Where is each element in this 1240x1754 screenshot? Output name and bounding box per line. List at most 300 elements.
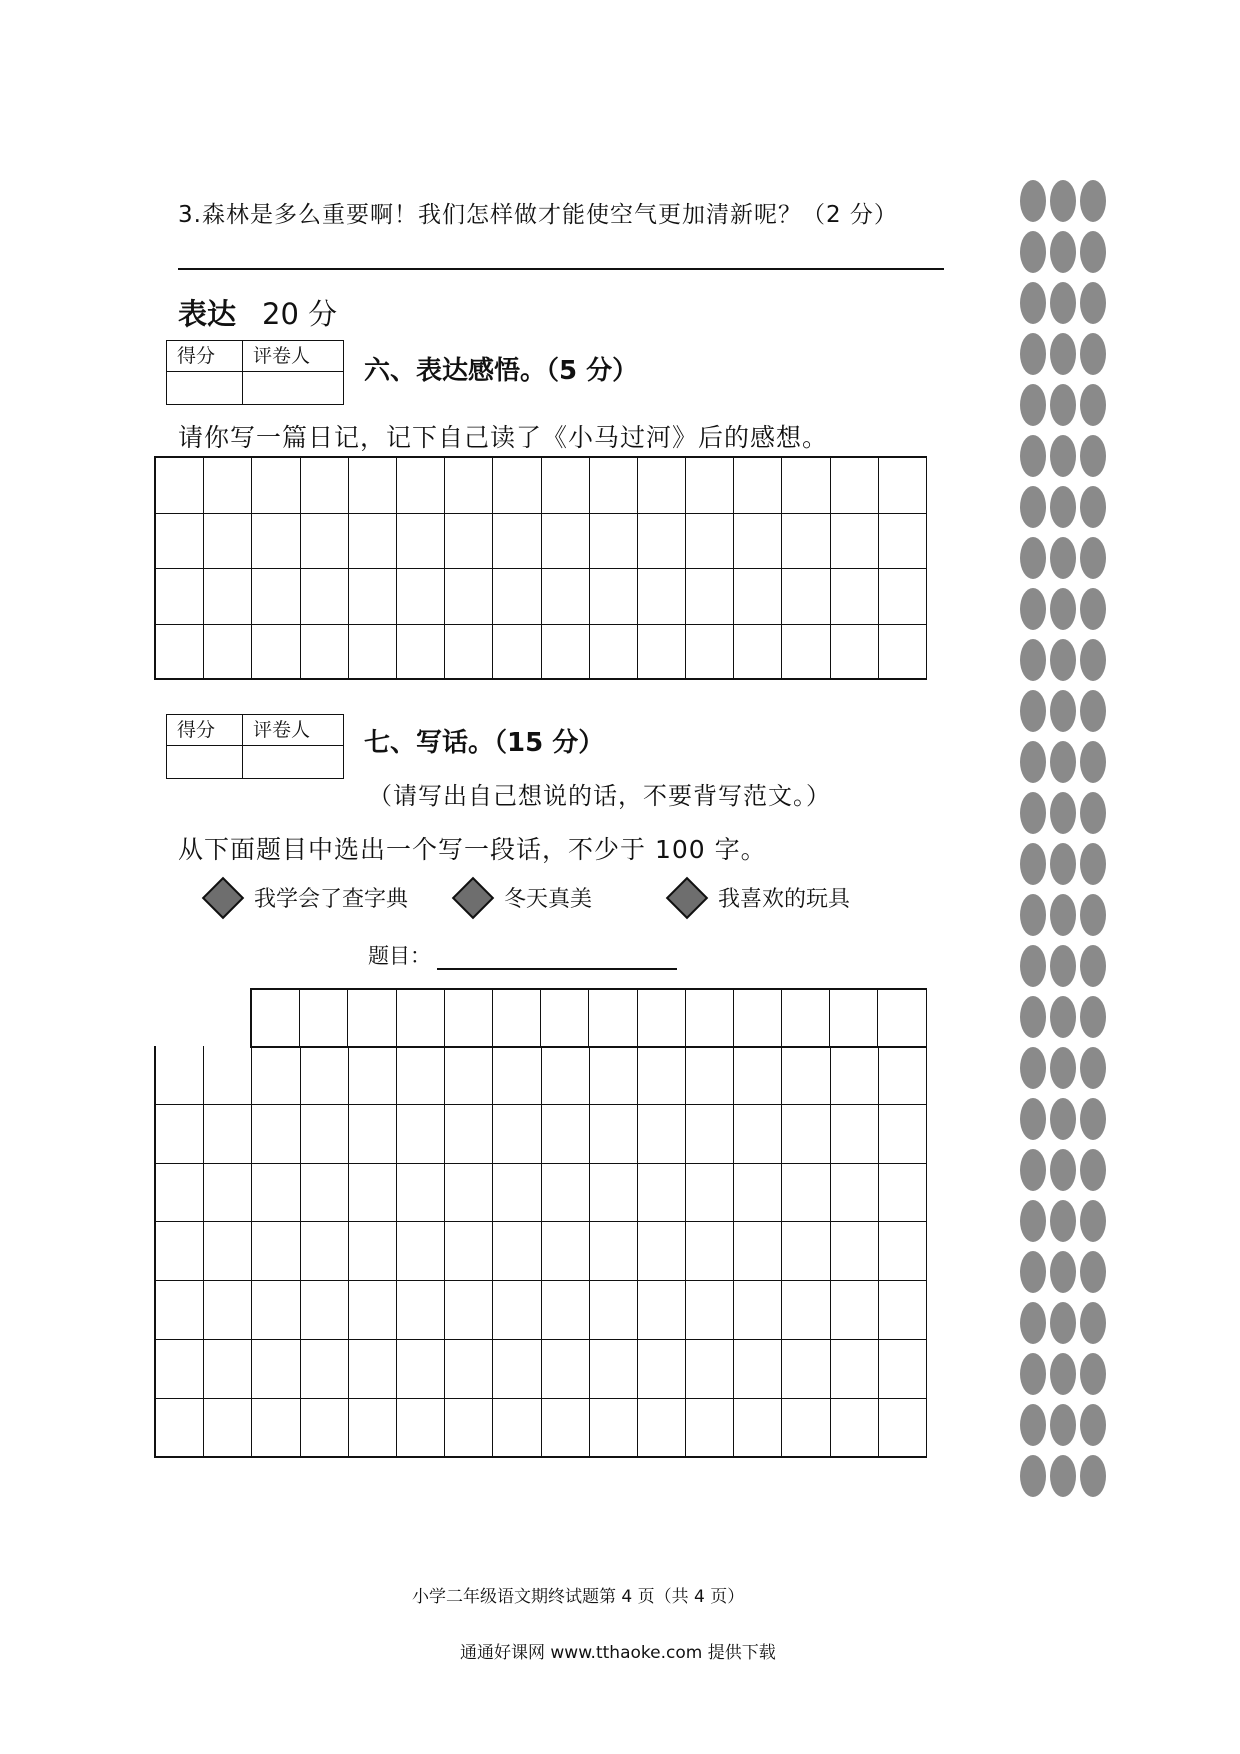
grid-cell[interactable] bbox=[638, 1105, 686, 1164]
question-7-prompt: 从下面题目中选出一个写一段话，不少于 100 字。 bbox=[178, 835, 767, 864]
grid-cell[interactable] bbox=[349, 569, 397, 625]
grid-cell[interactable] bbox=[734, 458, 782, 514]
grid-cell[interactable] bbox=[542, 514, 590, 570]
grid-cell[interactable] bbox=[590, 1399, 638, 1458]
grid-cell[interactable] bbox=[831, 1281, 879, 1340]
binding-dot bbox=[1020, 1455, 1046, 1497]
grid-cell[interactable] bbox=[397, 1222, 445, 1281]
grid-cell[interactable] bbox=[782, 1340, 830, 1399]
grid-cell[interactable] bbox=[397, 1105, 445, 1164]
writing-grid-q6[interactable] bbox=[154, 456, 927, 680]
grid-cell[interactable] bbox=[301, 458, 349, 514]
grid-cell[interactable] bbox=[349, 1281, 397, 1340]
grid-cell[interactable] bbox=[349, 1222, 397, 1281]
grid-cell[interactable] bbox=[782, 990, 830, 1048]
binding-dot bbox=[1080, 741, 1106, 783]
binding-dot bbox=[1080, 1047, 1106, 1089]
binding-dot bbox=[1080, 1455, 1106, 1497]
grid-cell[interactable] bbox=[831, 1399, 879, 1458]
binding-dot bbox=[1020, 843, 1046, 885]
grid-cell[interactable] bbox=[542, 1222, 590, 1281]
topic-option-1[interactable] bbox=[208, 882, 408, 913]
binding-dot bbox=[1050, 1098, 1076, 1140]
grid-cell[interactable] bbox=[590, 625, 638, 681]
essay-title-field[interactable] bbox=[368, 940, 677, 970]
grid-cell[interactable] bbox=[445, 1340, 493, 1399]
grid-cell[interactable] bbox=[252, 1340, 300, 1399]
binding-dot bbox=[1080, 639, 1106, 681]
grid-cell[interactable] bbox=[156, 514, 204, 570]
grid-cell[interactable] bbox=[301, 569, 349, 625]
binding-dot-row bbox=[1020, 741, 1110, 785]
grid-cell[interactable] bbox=[831, 1105, 879, 1164]
binding-dot bbox=[1080, 792, 1106, 834]
grid-cell[interactable] bbox=[782, 1164, 830, 1223]
grid-cell[interactable] bbox=[349, 1340, 397, 1399]
question-3-text: 3.森林是多么重要啊！我们怎样做才能使空气更加清新呢？（2 分） bbox=[178, 202, 898, 228]
grid-cell[interactable] bbox=[204, 625, 252, 681]
grid-cell[interactable] bbox=[397, 1164, 445, 1223]
grader-cell[interactable] bbox=[243, 746, 344, 779]
binding-dot bbox=[1020, 1251, 1046, 1293]
grid-cell[interactable] bbox=[686, 1046, 734, 1105]
binding-dot-row bbox=[1020, 1251, 1110, 1295]
grid-cell[interactable] bbox=[734, 1399, 782, 1458]
grid-cell[interactable] bbox=[252, 458, 300, 514]
topic-option-2[interactable] bbox=[458, 882, 592, 913]
writing-grid-q7-first-row[interactable] bbox=[250, 988, 927, 1048]
binding-dot bbox=[1080, 996, 1106, 1038]
grid-cell[interactable] bbox=[879, 1105, 927, 1164]
binding-dot-row bbox=[1020, 1404, 1110, 1448]
grid-cell[interactable] bbox=[638, 625, 686, 681]
grid-cell[interactable] bbox=[782, 1222, 830, 1281]
grid-cell[interactable] bbox=[493, 990, 541, 1048]
grid-cell[interactable] bbox=[831, 1046, 879, 1105]
grid-cell[interactable] bbox=[493, 1046, 541, 1105]
binding-dot bbox=[1050, 384, 1076, 426]
grid-cell[interactable] bbox=[734, 1105, 782, 1164]
grid-cell[interactable] bbox=[734, 569, 782, 625]
grader-cell[interactable] bbox=[243, 372, 344, 405]
grid-cell[interactable] bbox=[686, 1340, 734, 1399]
diamond-bullet-icon bbox=[202, 876, 244, 918]
grid-cell[interactable] bbox=[542, 1340, 590, 1399]
grid-cell[interactable] bbox=[445, 625, 493, 681]
grid-cell[interactable] bbox=[831, 458, 879, 514]
binding-dot bbox=[1080, 894, 1106, 936]
binding-dot-row bbox=[1020, 231, 1110, 275]
grid-cell[interactable] bbox=[541, 990, 589, 1048]
grid-cell[interactable] bbox=[493, 1164, 541, 1223]
binding-dot-row bbox=[1020, 639, 1110, 683]
grid-cell[interactable] bbox=[445, 990, 493, 1048]
score-cell[interactable] bbox=[167, 746, 243, 779]
score-box-q6 bbox=[166, 340, 344, 405]
grid-cell[interactable] bbox=[349, 1105, 397, 1164]
grid-cell[interactable] bbox=[156, 1281, 204, 1340]
grid-cell[interactable] bbox=[542, 1399, 590, 1458]
question-7-heading: 七、写话。（15 分） bbox=[364, 728, 605, 758]
grid-cell[interactable] bbox=[349, 514, 397, 570]
grid-cell[interactable] bbox=[301, 1046, 349, 1105]
grid-cell[interactable] bbox=[493, 625, 541, 681]
grid-cell[interactable] bbox=[349, 625, 397, 681]
grid-cell[interactable] bbox=[782, 1105, 830, 1164]
binding-dot-row bbox=[1020, 1200, 1110, 1244]
grid-cell[interactable] bbox=[686, 1399, 734, 1458]
grid-cell[interactable] bbox=[686, 1164, 734, 1223]
grid-cell[interactable] bbox=[252, 1046, 300, 1105]
grid-cell[interactable] bbox=[686, 625, 734, 681]
question-6-heading: 六、表达感悟。（5 分） bbox=[364, 356, 639, 386]
binding-dot bbox=[1020, 435, 1046, 477]
grid-cell[interactable] bbox=[493, 1340, 541, 1399]
grid-cell[interactable] bbox=[542, 1164, 590, 1223]
grid-cell[interactable] bbox=[349, 1046, 397, 1105]
grid-cell[interactable] bbox=[156, 1046, 204, 1105]
binding-dot bbox=[1050, 1302, 1076, 1344]
binding-dot bbox=[1050, 843, 1076, 885]
binding-dot bbox=[1080, 486, 1106, 528]
binding-dot bbox=[1080, 1098, 1106, 1140]
grid-cell[interactable] bbox=[686, 458, 734, 514]
grid-cell[interactable] bbox=[879, 1281, 927, 1340]
grid-cell[interactable] bbox=[493, 1281, 541, 1340]
binding-dot bbox=[1020, 231, 1046, 273]
grid-cell[interactable] bbox=[830, 990, 878, 1048]
grid-cell[interactable] bbox=[782, 1399, 830, 1458]
grid-cell[interactable] bbox=[686, 514, 734, 570]
grid-cell[interactable] bbox=[445, 1281, 493, 1340]
grid-cell[interactable] bbox=[156, 1105, 204, 1164]
grid-cell[interactable] bbox=[156, 1164, 204, 1223]
grid-cell[interactable] bbox=[493, 569, 541, 625]
binding-dot bbox=[1050, 792, 1076, 834]
grid-cell[interactable] bbox=[879, 1340, 927, 1399]
grid-cell[interactable] bbox=[831, 569, 879, 625]
grid-cell[interactable] bbox=[156, 1222, 204, 1281]
grid-cell[interactable] bbox=[301, 1340, 349, 1399]
question-6-prompt: 请你写一篇日记，记下自己读了《小马过河》后的感想。 bbox=[178, 423, 829, 452]
grid-cell[interactable] bbox=[542, 458, 590, 514]
grid-cell[interactable] bbox=[542, 569, 590, 625]
binding-dot bbox=[1020, 690, 1046, 732]
grid-cell[interactable] bbox=[301, 625, 349, 681]
binding-dot bbox=[1020, 1353, 1046, 1395]
grid-cell[interactable] bbox=[156, 569, 204, 625]
writing-grid-q7[interactable] bbox=[154, 1046, 927, 1458]
grid-cell[interactable] bbox=[734, 1222, 782, 1281]
grid-cell[interactable] bbox=[734, 1281, 782, 1340]
binding-margin bbox=[1020, 180, 1110, 1506]
grid-cell[interactable] bbox=[204, 1164, 252, 1223]
binding-dot-row bbox=[1020, 588, 1110, 632]
grid-cell[interactable] bbox=[252, 625, 300, 681]
grid-cell[interactable] bbox=[301, 1164, 349, 1223]
binding-dot bbox=[1020, 588, 1046, 630]
score-cell[interactable] bbox=[167, 372, 243, 405]
binding-dot bbox=[1080, 1302, 1106, 1344]
grid-cell[interactable] bbox=[686, 1105, 734, 1164]
binding-dot-row bbox=[1020, 384, 1110, 428]
binding-dot bbox=[1020, 792, 1046, 834]
binding-dot bbox=[1020, 1302, 1046, 1344]
essay-title-label: 题目： bbox=[368, 944, 431, 968]
binding-dot bbox=[1020, 333, 1046, 375]
grid-cell[interactable] bbox=[397, 1281, 445, 1340]
binding-dot-row bbox=[1020, 843, 1110, 887]
binding-dot bbox=[1050, 435, 1076, 477]
answer-line[interactable] bbox=[178, 268, 944, 270]
binding-dot bbox=[1020, 945, 1046, 987]
grid-cell[interactable] bbox=[686, 1222, 734, 1281]
grid-cell[interactable] bbox=[831, 625, 879, 681]
grid-cell[interactable] bbox=[156, 1340, 204, 1399]
grid-cell[interactable] bbox=[878, 990, 926, 1048]
grid-cell[interactable] bbox=[782, 625, 830, 681]
topic-option-label: 我喜欢的玩具 bbox=[718, 887, 851, 912]
grid-cell[interactable] bbox=[348, 990, 396, 1048]
binding-dot bbox=[1080, 282, 1106, 324]
binding-dot bbox=[1050, 180, 1076, 222]
source-credit: 通通好课网 www.tthaoke.com 提供下载 bbox=[460, 1643, 776, 1663]
grid-cell[interactable] bbox=[734, 514, 782, 570]
grid-cell[interactable] bbox=[156, 1399, 204, 1458]
section-title-label: 表达 bbox=[178, 297, 237, 331]
grid-cell[interactable] bbox=[638, 458, 686, 514]
grid-cell[interactable] bbox=[831, 514, 879, 570]
grid-cell[interactable] bbox=[156, 625, 204, 681]
grid-cell[interactable] bbox=[590, 1222, 638, 1281]
grid-cell[interactable] bbox=[782, 458, 830, 514]
grid-cell[interactable] bbox=[542, 1046, 590, 1105]
grid-cell[interactable] bbox=[879, 569, 927, 625]
grid-cell[interactable] bbox=[879, 458, 927, 514]
binding-dot bbox=[1080, 180, 1106, 222]
binding-dot bbox=[1020, 1047, 1046, 1089]
grid-cell[interactable] bbox=[638, 1399, 686, 1458]
binding-dot bbox=[1020, 537, 1046, 579]
binding-dot bbox=[1080, 843, 1106, 885]
grid-cell[interactable] bbox=[397, 569, 445, 625]
grid-cell[interactable] bbox=[445, 458, 493, 514]
binding-dot bbox=[1050, 639, 1076, 681]
binding-dot bbox=[1020, 1149, 1046, 1191]
binding-dot bbox=[1080, 1353, 1106, 1395]
binding-dot-row bbox=[1020, 180, 1110, 224]
binding-dot bbox=[1050, 1353, 1076, 1395]
grid-cell[interactable] bbox=[252, 514, 300, 570]
binding-dot bbox=[1080, 1149, 1106, 1191]
binding-dot bbox=[1020, 384, 1046, 426]
grid-cell[interactable] bbox=[638, 1281, 686, 1340]
grid-cell[interactable] bbox=[542, 1281, 590, 1340]
grid-cell[interactable] bbox=[252, 1222, 300, 1281]
grid-cell[interactable] bbox=[638, 569, 686, 625]
grid-cell[interactable] bbox=[542, 625, 590, 681]
grid-cell[interactable] bbox=[445, 1046, 493, 1105]
grid-cell[interactable] bbox=[397, 458, 445, 514]
question-7-note: （请写出自己想说的话，不要背写范文。） bbox=[368, 782, 831, 810]
grid-cell[interactable] bbox=[542, 1105, 590, 1164]
grid-cell[interactable] bbox=[301, 514, 349, 570]
grid-cell[interactable] bbox=[782, 569, 830, 625]
binding-dot-row bbox=[1020, 537, 1110, 581]
grid-cell[interactable] bbox=[204, 1281, 252, 1340]
grid-cell[interactable] bbox=[204, 1222, 252, 1281]
binding-dot bbox=[1020, 180, 1046, 222]
grid-cell[interactable] bbox=[493, 514, 541, 570]
grid-cell[interactable] bbox=[204, 1046, 252, 1105]
grid-cell[interactable] bbox=[493, 458, 541, 514]
binding-dot-row bbox=[1020, 1455, 1110, 1499]
grid-cell[interactable] bbox=[301, 1105, 349, 1164]
grid-cell[interactable] bbox=[445, 514, 493, 570]
grid-cell[interactable] bbox=[397, 1046, 445, 1105]
binding-dot bbox=[1050, 486, 1076, 528]
binding-dot-row bbox=[1020, 486, 1110, 530]
grid-cell[interactable] bbox=[879, 514, 927, 570]
grid-cell[interactable] bbox=[445, 1222, 493, 1281]
grid-cell[interactable] bbox=[252, 1281, 300, 1340]
grid-cell[interactable] bbox=[686, 990, 734, 1048]
grid-cell[interactable] bbox=[734, 1340, 782, 1399]
binding-dot bbox=[1080, 435, 1106, 477]
grid-cell[interactable] bbox=[349, 458, 397, 514]
grid-cell[interactable] bbox=[638, 1046, 686, 1105]
grid-cell[interactable] bbox=[590, 1281, 638, 1340]
binding-dot bbox=[1020, 486, 1046, 528]
grid-cell[interactable] bbox=[204, 458, 252, 514]
grid-cell[interactable] bbox=[493, 1399, 541, 1458]
grid-cell[interactable] bbox=[397, 625, 445, 681]
grid-cell[interactable] bbox=[204, 514, 252, 570]
grid-cell[interactable] bbox=[252, 1164, 300, 1223]
essay-title-line[interactable] bbox=[437, 946, 677, 970]
grid-cell[interactable] bbox=[445, 1399, 493, 1458]
grid-cell[interactable] bbox=[397, 1399, 445, 1458]
grid-cell[interactable] bbox=[349, 1399, 397, 1458]
grid-cell[interactable] bbox=[301, 1399, 349, 1458]
grid-cell[interactable] bbox=[397, 990, 445, 1048]
grid-cell[interactable] bbox=[590, 1340, 638, 1399]
grid-cell[interactable] bbox=[782, 1281, 830, 1340]
binding-dot-row bbox=[1020, 1149, 1110, 1193]
grid-cell[interactable] bbox=[589, 990, 637, 1048]
score-box-q7 bbox=[166, 714, 344, 779]
grid-cell[interactable] bbox=[445, 1164, 493, 1223]
grid-cell[interactable] bbox=[493, 1222, 541, 1281]
grid-cell[interactable] bbox=[590, 1046, 638, 1105]
binding-dot bbox=[1020, 282, 1046, 324]
binding-dot bbox=[1050, 333, 1076, 375]
binding-dot-row bbox=[1020, 1047, 1110, 1091]
grid-cell[interactable] bbox=[734, 1164, 782, 1223]
section-points: 20 分 bbox=[262, 297, 338, 331]
grid-cell[interactable] bbox=[638, 514, 686, 570]
grid-cell[interactable] bbox=[590, 569, 638, 625]
section-title bbox=[178, 292, 337, 333]
binding-dot bbox=[1050, 537, 1076, 579]
binding-dot bbox=[1050, 1047, 1076, 1089]
grid-cell[interactable] bbox=[204, 569, 252, 625]
grid-cell[interactable] bbox=[493, 1105, 541, 1164]
grid-cell[interactable] bbox=[204, 1399, 252, 1458]
grid-cell[interactable] bbox=[204, 1340, 252, 1399]
grid-cell[interactable] bbox=[349, 1164, 397, 1223]
grid-cell[interactable] bbox=[445, 1105, 493, 1164]
grid-cell[interactable] bbox=[638, 990, 686, 1048]
grid-cell[interactable] bbox=[734, 1046, 782, 1105]
grid-cell[interactable] bbox=[590, 1164, 638, 1223]
binding-dot-row bbox=[1020, 792, 1110, 836]
grid-cell[interactable] bbox=[300, 990, 348, 1048]
grid-cell[interactable] bbox=[252, 569, 300, 625]
grid-cell[interactable] bbox=[397, 1340, 445, 1399]
grid-cell[interactable] bbox=[831, 1164, 879, 1223]
topic-option-3[interactable] bbox=[672, 882, 850, 913]
binding-dot-row bbox=[1020, 282, 1110, 326]
binding-dot bbox=[1050, 1455, 1076, 1497]
binding-dot-row bbox=[1020, 945, 1110, 989]
grid-cell[interactable] bbox=[782, 514, 830, 570]
grid-cell[interactable] bbox=[397, 514, 445, 570]
grid-cell[interactable] bbox=[782, 1046, 830, 1105]
grid-cell[interactable] bbox=[879, 1222, 927, 1281]
binding-dot bbox=[1020, 639, 1046, 681]
binding-dot bbox=[1080, 1404, 1106, 1446]
binding-dot bbox=[1080, 537, 1106, 579]
grid-cell[interactable] bbox=[252, 990, 300, 1048]
binding-dot bbox=[1080, 333, 1106, 375]
grid-cell[interactable] bbox=[734, 990, 782, 1048]
grid-cell[interactable] bbox=[252, 1399, 300, 1458]
binding-dot-row bbox=[1020, 333, 1110, 377]
grid-cell[interactable] bbox=[204, 1105, 252, 1164]
grid-cell[interactable] bbox=[156, 458, 204, 514]
grid-cell[interactable] bbox=[879, 1046, 927, 1105]
grid-cell[interactable] bbox=[734, 625, 782, 681]
binding-dot bbox=[1080, 690, 1106, 732]
grid-cell[interactable] bbox=[590, 514, 638, 570]
grid-cell[interactable] bbox=[879, 625, 927, 681]
grid-cell[interactable] bbox=[638, 1164, 686, 1223]
binding-dot bbox=[1020, 894, 1046, 936]
grid-cell[interactable] bbox=[638, 1222, 686, 1281]
grid-cell[interactable] bbox=[831, 1340, 879, 1399]
grid-cell[interactable] bbox=[831, 1222, 879, 1281]
score-label: 得分 bbox=[167, 715, 243, 746]
topic-option-label: 冬天真美 bbox=[504, 887, 593, 912]
grader-label: 评卷人 bbox=[243, 341, 344, 372]
grid-cell[interactable] bbox=[590, 458, 638, 514]
score-label: 得分 bbox=[167, 341, 243, 372]
grid-cell[interactable] bbox=[638, 1340, 686, 1399]
grid-cell[interactable] bbox=[590, 1105, 638, 1164]
grid-cell[interactable] bbox=[252, 1105, 300, 1164]
grid-cell[interactable] bbox=[686, 569, 734, 625]
grid-cell[interactable] bbox=[445, 569, 493, 625]
grid-cell[interactable] bbox=[301, 1222, 349, 1281]
binding-dot-row bbox=[1020, 894, 1110, 938]
grid-cell[interactable] bbox=[301, 1281, 349, 1340]
grid-cell[interactable] bbox=[879, 1164, 927, 1223]
binding-dot-row bbox=[1020, 1098, 1110, 1142]
grid-cell[interactable] bbox=[879, 1399, 927, 1458]
grid-cell[interactable] bbox=[686, 1281, 734, 1340]
binding-dot bbox=[1080, 231, 1106, 273]
